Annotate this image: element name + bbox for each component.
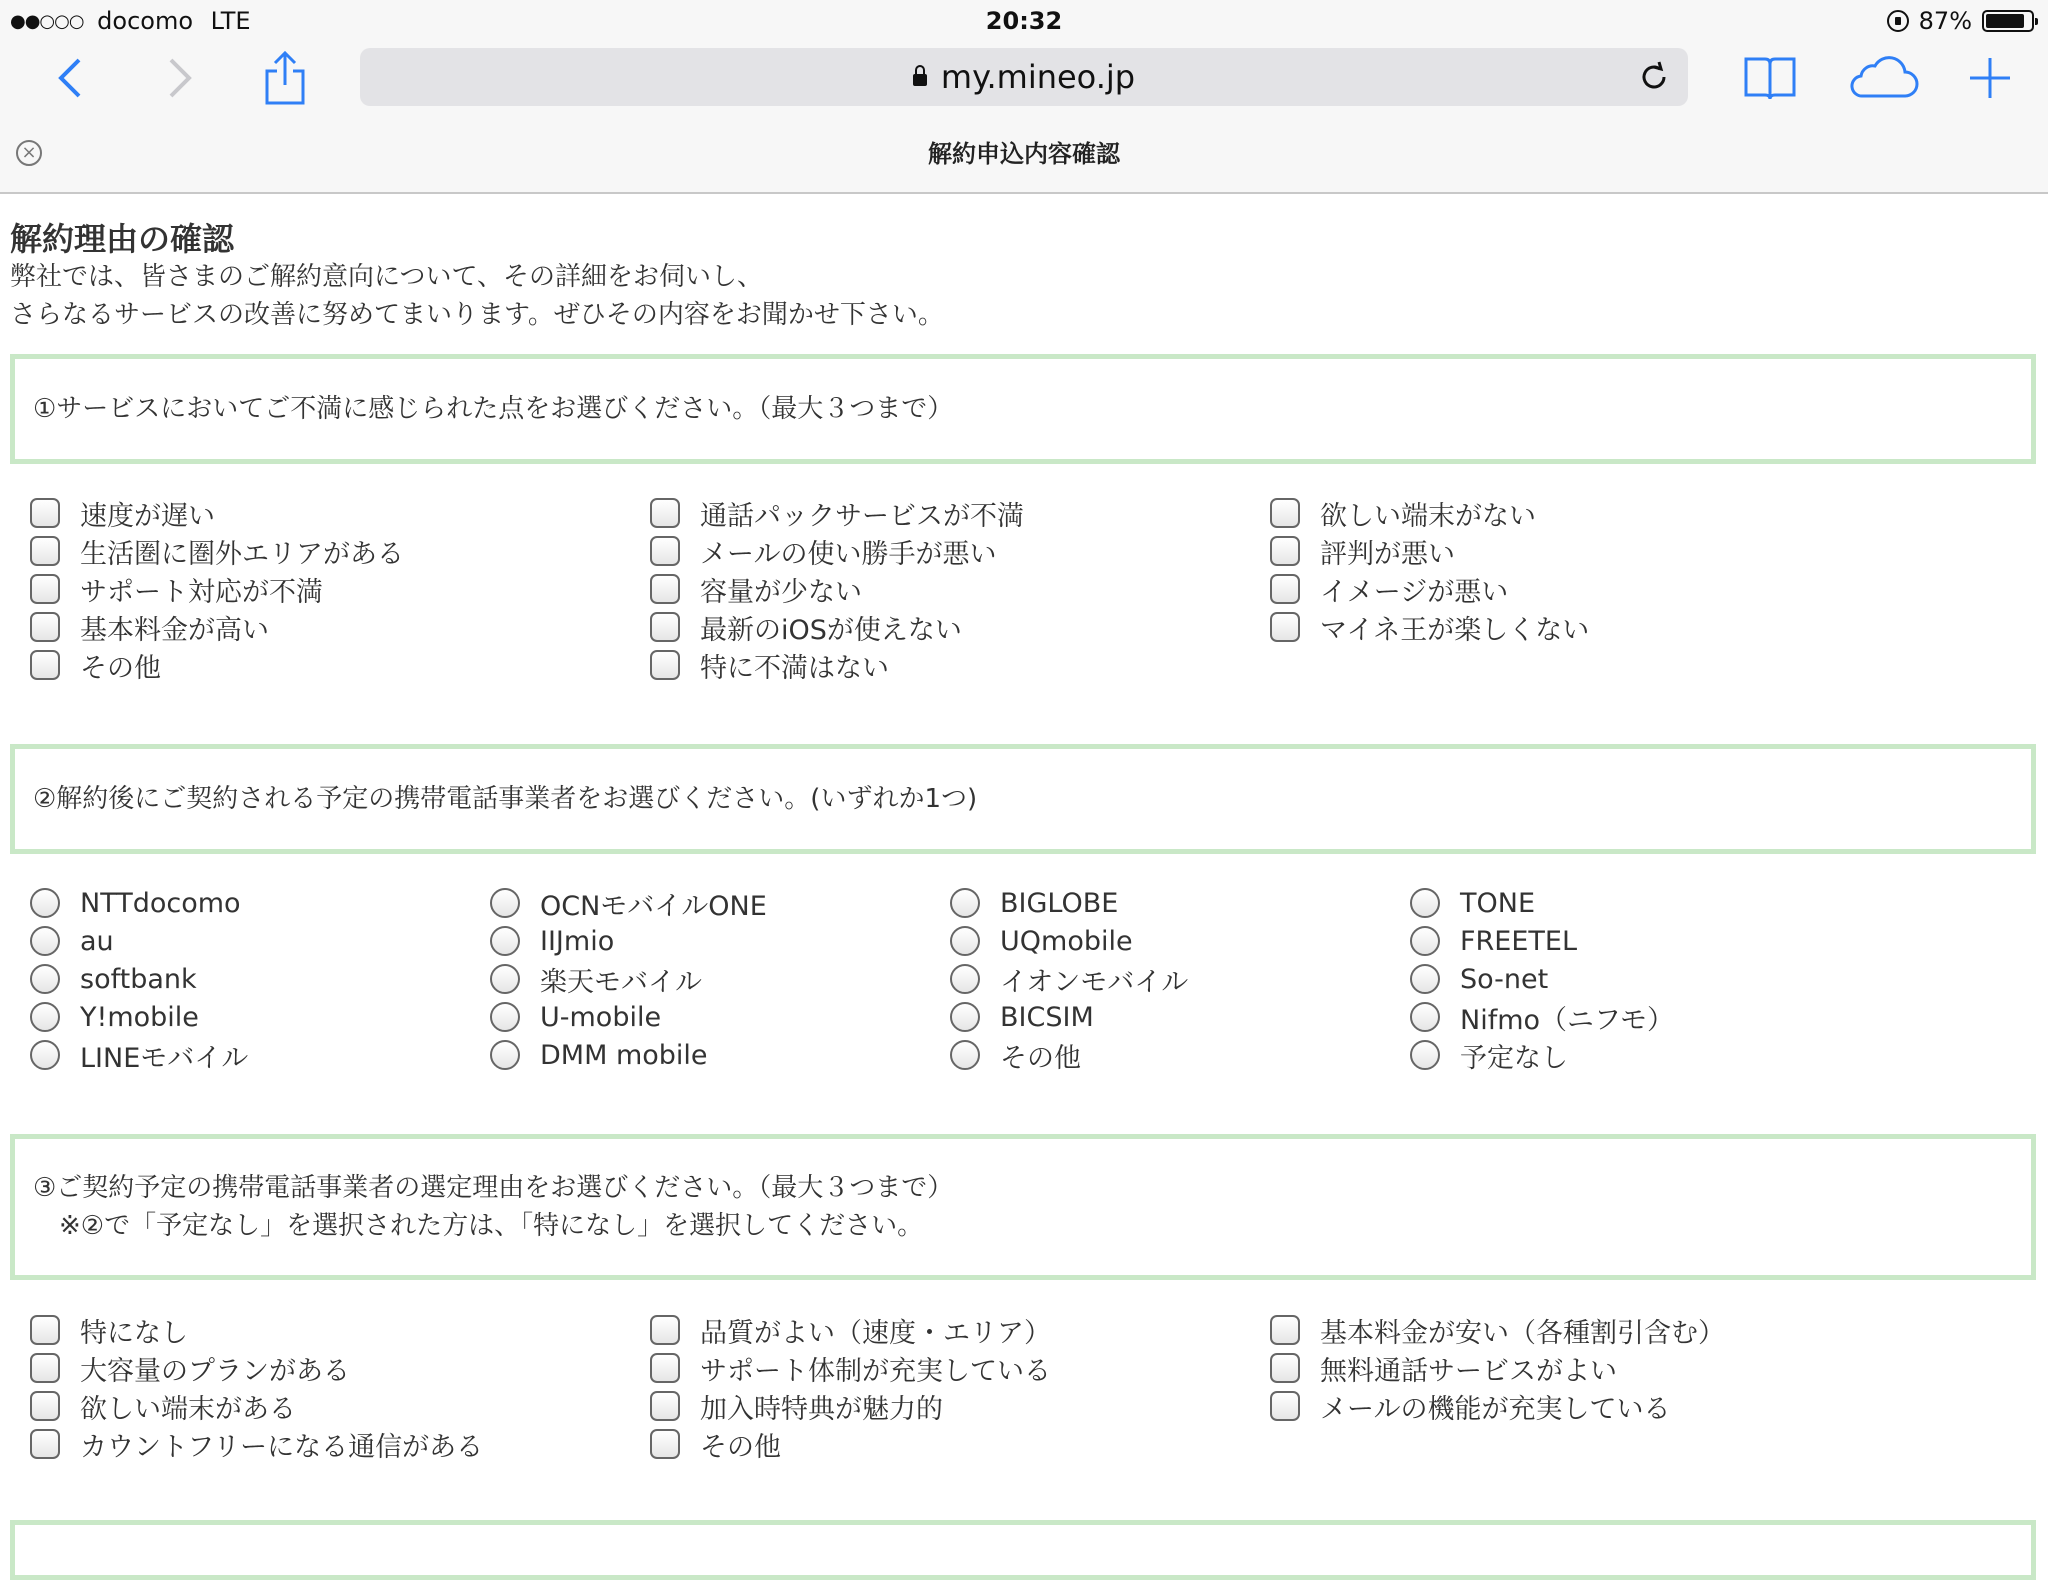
option-label: 最新のiOSが使えない bbox=[700, 614, 962, 646]
option-label: BICSIM bbox=[1000, 1001, 1094, 1033]
option-label: サポート体制が充実している bbox=[700, 1355, 1051, 1387]
q2-column bbox=[950, 884, 1188, 1074]
option-label: NTTdocomo bbox=[80, 887, 241, 919]
q3-option[interactable] bbox=[30, 1387, 483, 1425]
q2-column bbox=[490, 884, 767, 1074]
option-label: 無料通話サービスがよい bbox=[1320, 1355, 1617, 1387]
tab-bar bbox=[0, 114, 2048, 194]
q2-option[interactable] bbox=[950, 1036, 1188, 1074]
q1-option[interactable] bbox=[650, 646, 1024, 684]
q2-option[interactable] bbox=[1410, 998, 1674, 1036]
q1-column bbox=[30, 494, 404, 684]
q3-column bbox=[650, 1311, 1051, 1463]
q3-option[interactable] bbox=[1270, 1349, 1725, 1387]
q3-option[interactable] bbox=[650, 1311, 1051, 1349]
option-label: イオンモバイル bbox=[1000, 966, 1189, 998]
q2-option[interactable] bbox=[1410, 922, 1674, 960]
radio-button[interactable] bbox=[950, 1040, 980, 1070]
option-label: マイネ王が楽しくない bbox=[1320, 614, 1590, 646]
checkbox[interactable] bbox=[650, 650, 680, 680]
q2-option[interactable] bbox=[30, 1036, 248, 1074]
q2-option[interactable] bbox=[30, 960, 248, 998]
q2-option[interactable] bbox=[490, 960, 767, 998]
carrier-name: docomo bbox=[97, 7, 194, 35]
option-label: So-net bbox=[1460, 963, 1549, 995]
option-label: 生活圏に圏外エリアがある bbox=[80, 538, 404, 570]
option-label: 加入時特典が魅力的 bbox=[700, 1393, 943, 1425]
option-label: メールの使い勝手が悪い bbox=[700, 538, 997, 570]
q1-option[interactable] bbox=[30, 532, 404, 570]
checkbox[interactable] bbox=[30, 574, 60, 604]
q2-option[interactable] bbox=[490, 1036, 767, 1074]
option-label: Nifmo（ニフモ） bbox=[1460, 1004, 1674, 1036]
question-1-title: ①サービスにおいてご不満に感じられた点をお選びください。（最大３つまで） bbox=[33, 394, 954, 424]
question-2-box bbox=[10, 744, 2036, 854]
radio-button[interactable] bbox=[490, 964, 520, 994]
checkbox[interactable] bbox=[650, 498, 680, 528]
option-label: 特になし bbox=[80, 1317, 188, 1349]
option-label: FREETEL bbox=[1460, 925, 1578, 957]
checkbox[interactable] bbox=[30, 1391, 60, 1421]
question-2-title: ②解約後にご契約される予定の携帯電話事業者をお選びください。(いずれか1つ) bbox=[33, 784, 978, 814]
option-label: 速度が遅い bbox=[80, 500, 215, 532]
option-label: BIGLOBE bbox=[1000, 887, 1119, 919]
checkbox[interactable] bbox=[650, 612, 680, 642]
checkbox[interactable] bbox=[1270, 1391, 1300, 1421]
signal-strength-icon: ●●○○○ bbox=[10, 11, 84, 32]
reload-icon bbox=[1638, 61, 1670, 93]
question-3-title: ③ご契約予定の携帯電話事業者の選定理由をお選びください。（最大３つまで） bbox=[33, 1173, 954, 1203]
q3-option[interactable] bbox=[650, 1425, 1051, 1463]
q2-option[interactable] bbox=[1410, 960, 1674, 998]
q1-option[interactable] bbox=[30, 570, 404, 608]
option-label: 基本料金が高い bbox=[80, 614, 269, 646]
checkbox[interactable] bbox=[1270, 536, 1300, 566]
radio-button[interactable] bbox=[950, 964, 980, 994]
q3-option[interactable] bbox=[650, 1349, 1051, 1387]
checkbox[interactable] bbox=[650, 574, 680, 604]
q2-option[interactable] bbox=[950, 922, 1188, 960]
rotation-lock-icon bbox=[1887, 10, 1909, 32]
option-label: 基本料金が安い（各種割引含む） bbox=[1320, 1317, 1725, 1349]
page-content bbox=[0, 196, 2048, 1536]
option-label: 欲しい端末がない bbox=[1320, 500, 1536, 532]
q1-column bbox=[1270, 494, 1589, 646]
radio-button[interactable] bbox=[490, 1040, 520, 1070]
q3-option[interactable] bbox=[1270, 1387, 1725, 1425]
question-1-box bbox=[10, 354, 2036, 464]
option-label: 特に不満はない bbox=[700, 652, 889, 684]
checkbox[interactable] bbox=[30, 650, 60, 680]
q1-option[interactable] bbox=[650, 608, 1024, 646]
back-button[interactable] bbox=[40, 42, 100, 114]
intro-text bbox=[10, 258, 944, 334]
radio-button[interactable] bbox=[490, 888, 520, 918]
lock-icon bbox=[913, 74, 927, 86]
option-label: IIJmio bbox=[540, 925, 615, 957]
option-label: 予定なし bbox=[1460, 1042, 1568, 1074]
q3-option[interactable] bbox=[30, 1425, 483, 1463]
option-label: DMM mobile bbox=[540, 1039, 708, 1071]
checkbox[interactable] bbox=[1270, 574, 1300, 604]
option-label: 評判が悪い bbox=[1320, 538, 1455, 570]
q3-column bbox=[30, 1311, 483, 1463]
option-label: TONE bbox=[1460, 887, 1536, 919]
q2-option[interactable] bbox=[950, 884, 1188, 922]
reload-button[interactable] bbox=[1638, 61, 1670, 101]
page-heading: 解約理由の確認 bbox=[10, 220, 235, 258]
q1-option[interactable] bbox=[650, 494, 1024, 532]
forward-button[interactable] bbox=[150, 42, 210, 114]
checkbox[interactable] bbox=[30, 612, 60, 642]
option-label: 容量が少ない bbox=[700, 576, 862, 608]
q2-option[interactable] bbox=[1410, 1036, 1674, 1074]
battery-percent: 87% bbox=[1918, 7, 1972, 35]
q1-option[interactable] bbox=[1270, 570, 1589, 608]
url-text: my.mineo.jp bbox=[940, 58, 1136, 96]
option-label: メールの機能が充実している bbox=[1320, 1393, 1671, 1425]
checkbox[interactable] bbox=[650, 1391, 680, 1421]
checkbox[interactable] bbox=[1270, 1353, 1300, 1383]
plus-icon bbox=[1968, 56, 2012, 100]
new-tab-button[interactable] bbox=[1960, 42, 2020, 114]
q2-option[interactable] bbox=[1410, 884, 1674, 922]
radio-button[interactable] bbox=[30, 888, 60, 918]
radio-button[interactable] bbox=[950, 926, 980, 956]
radio-button[interactable] bbox=[30, 926, 60, 956]
q2-option[interactable] bbox=[950, 960, 1188, 998]
chevron-right-icon bbox=[165, 56, 195, 100]
question-4-box bbox=[10, 1520, 2036, 1580]
q3-option[interactable] bbox=[30, 1311, 483, 1349]
option-label: UQmobile bbox=[1000, 925, 1133, 957]
radio-button[interactable] bbox=[1410, 964, 1440, 994]
option-label: U-mobile bbox=[540, 1001, 662, 1033]
radio-button[interactable] bbox=[1410, 888, 1440, 918]
option-label: Y!mobile bbox=[80, 1001, 199, 1033]
q1-option[interactable] bbox=[1270, 608, 1589, 646]
checkbox[interactable] bbox=[30, 498, 60, 528]
radio-button[interactable] bbox=[30, 964, 60, 994]
q2-option[interactable] bbox=[30, 998, 248, 1036]
option-label: カウントフリーになる通信がある bbox=[80, 1431, 484, 1463]
option-label: LINEモバイル bbox=[80, 1042, 249, 1074]
q2-option[interactable] bbox=[950, 998, 1188, 1036]
radio-button[interactable] bbox=[1410, 1002, 1440, 1032]
q1-option[interactable] bbox=[30, 646, 404, 684]
option-label: 通話パックサービスが不満 bbox=[700, 500, 1024, 532]
checkbox[interactable] bbox=[650, 1315, 680, 1345]
checkbox[interactable] bbox=[1270, 498, 1300, 528]
option-label: softbank bbox=[80, 963, 197, 995]
radio-button[interactable] bbox=[30, 1040, 60, 1070]
q1-option[interactable] bbox=[1270, 494, 1589, 532]
network-type: LTE bbox=[210, 7, 251, 35]
q2-option[interactable] bbox=[30, 884, 248, 922]
q1-option[interactable] bbox=[1270, 532, 1589, 570]
option-label: 楽天モバイル bbox=[540, 966, 702, 998]
q1-option[interactable] bbox=[30, 608, 404, 646]
radio-button[interactable] bbox=[950, 1002, 980, 1032]
q2-option[interactable] bbox=[30, 922, 248, 960]
radio-button[interactable] bbox=[950, 888, 980, 918]
browser-toolbar bbox=[0, 42, 2048, 114]
radio-button[interactable] bbox=[1410, 926, 1440, 956]
status-right bbox=[1887, 7, 2034, 35]
q3-column bbox=[1270, 1311, 1725, 1425]
checkbox[interactable] bbox=[650, 536, 680, 566]
radio-button[interactable] bbox=[1410, 1040, 1440, 1070]
option-label: 品質がよい（速度・エリア） bbox=[700, 1317, 1051, 1349]
option-label: au bbox=[80, 925, 114, 957]
option-label: その他 bbox=[80, 652, 161, 684]
q1-option[interactable] bbox=[30, 494, 404, 532]
checkbox[interactable] bbox=[650, 1353, 680, 1383]
radio-button[interactable] bbox=[30, 1002, 60, 1032]
cloud-icon bbox=[1847, 56, 1919, 100]
address-bar[interactable] bbox=[360, 48, 1688, 106]
option-label: 大容量のプランがある bbox=[80, 1355, 350, 1387]
q3-option[interactable] bbox=[30, 1349, 483, 1387]
q2-option[interactable] bbox=[490, 922, 767, 960]
close-tab-icon[interactable]: × bbox=[16, 140, 42, 166]
q2-column bbox=[1410, 884, 1674, 1074]
bookmarks-button[interactable] bbox=[1740, 42, 1800, 114]
intro-line: さらなるサービスの改善に努めてまいります。ぜひその内容をお聞かせ下さい。 bbox=[10, 300, 944, 330]
share-icon bbox=[263, 51, 307, 105]
icloud-tabs-button[interactable] bbox=[1845, 42, 1921, 114]
q2-column bbox=[30, 884, 248, 1074]
q1-option[interactable] bbox=[650, 532, 1024, 570]
battery-icon bbox=[1982, 10, 2034, 32]
checkbox[interactable] bbox=[650, 1429, 680, 1459]
checkbox[interactable] bbox=[30, 1429, 60, 1459]
chevron-left-icon bbox=[55, 56, 85, 100]
battery-level bbox=[1986, 14, 2024, 28]
checkbox[interactable] bbox=[30, 1353, 60, 1383]
question-3-note: ※②で「予定なし」を選択された方は、「特になし」を選択してください。 bbox=[33, 1211, 924, 1241]
clock: 20:32 bbox=[985, 7, 1063, 35]
q1-column bbox=[650, 494, 1024, 684]
checkbox[interactable] bbox=[1270, 1315, 1300, 1345]
question-3-box bbox=[10, 1134, 2036, 1280]
status-bar bbox=[0, 0, 2048, 42]
checkbox[interactable] bbox=[30, 536, 60, 566]
q2-option[interactable] bbox=[490, 884, 767, 922]
checkbox[interactable] bbox=[30, 1315, 60, 1345]
option-label: イメージが悪い bbox=[1320, 576, 1509, 608]
option-label: その他 bbox=[700, 1431, 781, 1463]
q2-option[interactable] bbox=[490, 998, 767, 1036]
intro-line: 弊社では、皆さまのご解約意向について、その詳細をお伺いし、 bbox=[10, 262, 763, 292]
radio-button[interactable] bbox=[490, 926, 520, 956]
option-label: その他 bbox=[1000, 1042, 1081, 1074]
q1-option[interactable] bbox=[650, 570, 1024, 608]
q3-option[interactable] bbox=[650, 1387, 1051, 1425]
option-label: 欲しい端末がある bbox=[80, 1393, 296, 1425]
option-label: OCNモバイルONE bbox=[540, 890, 767, 922]
tab-title[interactable]: 解約申込内容確認 bbox=[928, 140, 1120, 168]
book-icon bbox=[1743, 55, 1797, 101]
checkbox[interactable] bbox=[1270, 612, 1300, 642]
q3-option[interactable] bbox=[1270, 1311, 1725, 1349]
share-button[interactable] bbox=[255, 42, 315, 114]
option-label: サポート対応が不満 bbox=[80, 576, 323, 608]
radio-button[interactable] bbox=[490, 1002, 520, 1032]
